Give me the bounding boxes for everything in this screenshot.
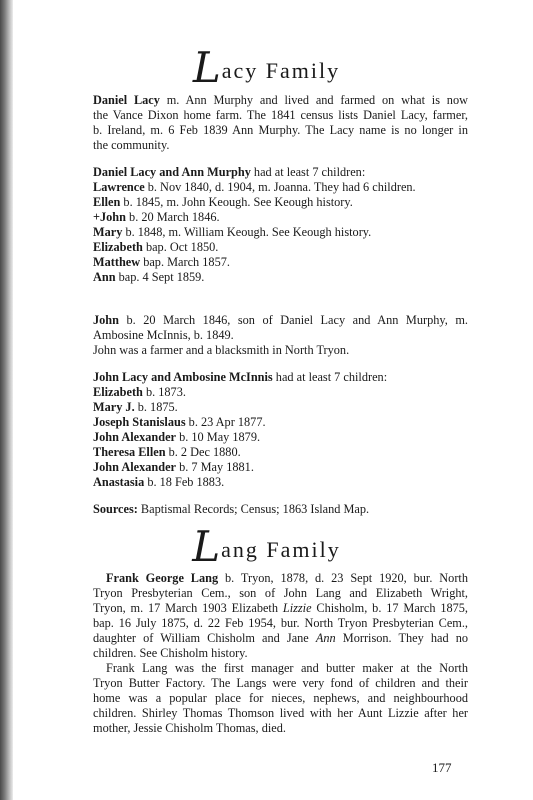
child-name: Theresa Ellen [93,445,166,459]
text-span: Chisholm, b. 17 March 1875, [311,601,468,615]
person-name: John [93,313,119,327]
children-heading [93,165,468,180]
spacer [93,153,468,165]
child-detail: b. 2 Dec 1880. [165,445,241,459]
child-detail: bap. Oct 1850. [142,240,219,254]
text-line [93,631,468,646]
parents-names: John Lacy and Ambosine McInnis [93,370,273,384]
child-entry [93,225,468,240]
child-detail: b. 1875. [134,400,178,414]
child-name: John Alexander [93,430,177,444]
text-line: Tryon Butter Factory. The Langs were very fond of children and their [93,676,468,690]
text-span: b. Tryon, 1878, d. 23 Sept 1920, bur. North [218,571,468,585]
spacer [93,358,468,370]
nickname: Ann [315,631,336,645]
text-line: mother, Jessie Chisholm Thomas, died. [93,721,286,735]
text-line [93,313,468,328]
spacer [93,285,468,313]
heading-text: ang Family [221,537,341,562]
sources-text: Baptismal Records; Census; 1863 Island Map. [137,502,370,516]
child-entry [93,475,468,490]
text-span: Tryon, m. 17 March 1903 Elizabeth [93,601,283,615]
text-line: the Vance Dixon home farm. The 1841 census lists Daniel Lacy, farmer, [93,108,468,122]
child-name: Joseph Stanislaus [93,415,186,429]
child-entry [93,255,468,270]
heading-text: acy Family [221,58,341,83]
child-name: Elizabeth [93,240,143,254]
spacer [93,490,468,502]
text-span: m. Ann Murphy and lived and farmed on what is now [159,93,468,107]
text-line: b. Ireland, m. 6 Feb 1839 Ann Murphy. The Lacy name is no longer in [93,123,468,137]
child-name: Ann [93,270,116,284]
child-name: Mary [93,225,123,239]
child-entry [93,210,468,225]
text-line: Frank Lang was the first manager and butter maker at the North [106,661,468,675]
child-detail: b. 10 May 1879. [176,430,261,444]
child-entry [93,270,468,285]
child-detail: b. 18 Feb 1883. [144,475,225,489]
child-entry [93,400,468,415]
child-entry [93,445,468,460]
child-name: Lawrence [93,180,145,194]
page-number: 177 [432,760,452,775]
child-name: John Alexander [93,460,177,474]
child-detail: bap. 4 Sept 1859. [115,270,205,284]
text-span: b. 20 March 1846, son of Daniel Lacy and Ann Murphy, m. [118,313,468,327]
child-name: Matthew [93,255,141,269]
child-entry [93,415,468,430]
text-line: Tryon Presbyterian Cem., son of John Lang and Elizabeth Wright, [93,586,468,600]
child-detail: b. 7 May 1881. [176,460,254,474]
text-span: daughter of William Chisholm and Jane [93,631,316,645]
child-entry [93,180,468,195]
lang-paragraphs [93,571,468,736]
child-entry [93,195,468,210]
text-line: children. See Chisholm history. [93,646,248,660]
person-name: Frank George Lang [106,571,219,585]
child-detail: bap. March 1857. [140,255,230,269]
lacy-intro-paragraph [93,93,468,517]
sources-line [93,502,468,517]
children-heading [93,370,468,385]
text-span: had at least 7 children: [272,370,388,384]
child-entry [93,430,468,445]
child-detail: b. 1845, m. John Keough. See Keough history. [120,195,353,209]
text-line: Ambosine McInnis, b. 1849. [93,328,234,342]
child-name: Mary J. [93,400,135,414]
heading-initial: L [192,43,221,92]
text-line: John was a farmer and a blacksmith in North Tryon. [93,343,350,357]
child-name: +John [93,210,126,224]
heading-initial: L [192,522,221,571]
text-line: bap. 16 July 1875, d. 22 Feb 1954, bur. North Tryon Presbyterian Cem., [93,616,468,630]
sources-label: Sources: [93,502,138,516]
child-detail: b. 20 March 1846. [125,210,220,224]
text-line [93,601,468,616]
child-entry [93,240,468,255]
person-name: Daniel Lacy [93,93,160,107]
child-name: Anastasia [93,475,145,489]
child-detail: b. 1873. [142,385,186,399]
text-line: the community. [93,138,170,152]
child-entry [93,385,468,400]
lang-family-heading [0,522,533,571]
nickname: Lizzie [282,601,312,615]
child-detail: b. 23 Apr 1877. [185,415,266,429]
text-span: had at least 7 children: [250,165,366,179]
text-line [93,93,468,108]
child-detail: b. Nov 1840, d. 1904, m. Joanna. They had 6 children. [144,180,416,194]
child-name: Ellen [93,195,121,209]
book-spine-shadow [0,0,13,800]
text-line [93,571,468,586]
parents-names: Daniel Lacy and Ann Murphy [93,165,251,179]
lacy-family-heading [0,43,533,92]
child-entry [93,460,468,475]
child-name: Elizabeth [93,385,143,399]
child-detail: b. 1848, m. William Keough. See Keough history. [122,225,372,239]
text-span: Morrison. They had no [335,631,468,645]
text-line: home was a popular place for nieces, nephews, and neighbourhood [93,691,468,705]
text-line: children. Shirley Thomas Thomson lived with her Aunt Lizzie after her [93,706,468,720]
